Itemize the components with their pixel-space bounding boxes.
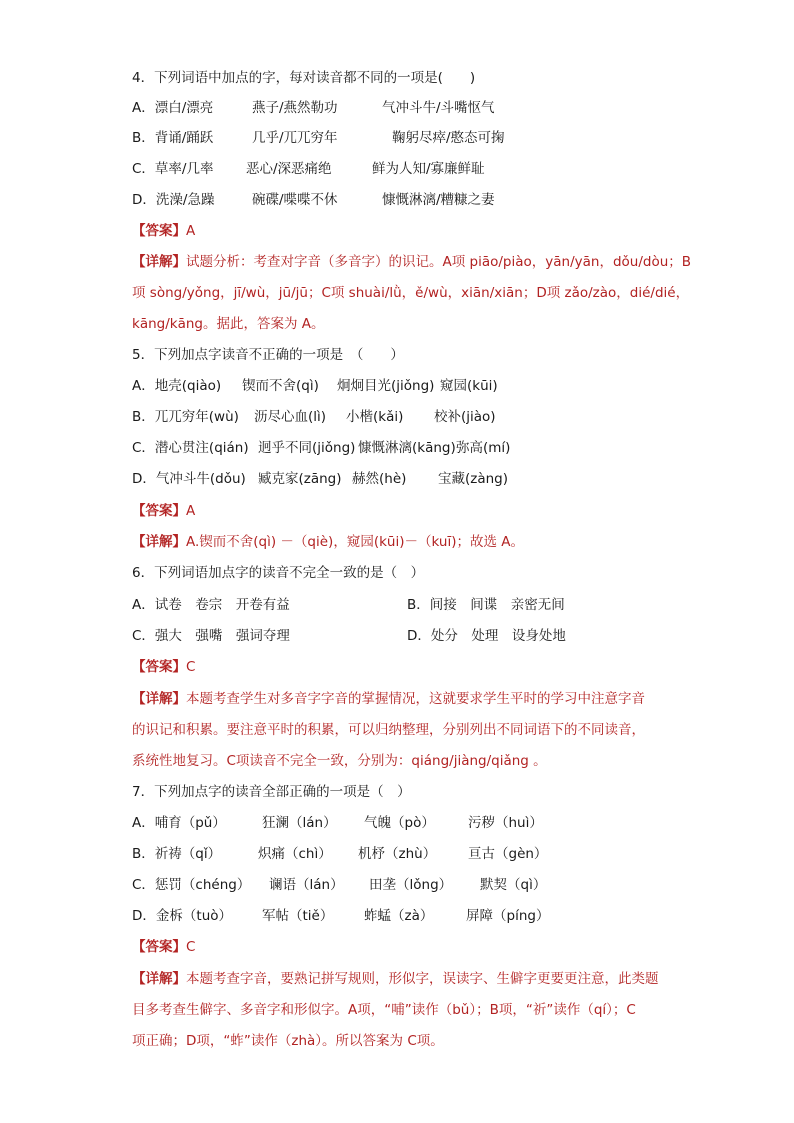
q4-stem: 4．下列词语中加点的字，每对读音都不同的一项是( ) bbox=[132, 70, 476, 86]
q5-a-1: A．地壳(qiào) bbox=[132, 378, 222, 394]
q7-detail-line-3: 项正确；D项，“蚱”读作（zhà）。所以答案为 C项。 bbox=[132, 1033, 444, 1049]
q4-c-2: 恶心/深恶痛绝 bbox=[246, 161, 332, 177]
q4-d-1: D．洗澡/急躁 bbox=[132, 192, 215, 208]
q4-d-3: 慷慨淋漓/糟糠之妻 bbox=[382, 192, 495, 208]
q5-c-3: 慷慨淋漓(kāng) bbox=[358, 440, 456, 456]
q6-detail-line-3: 系统性地复习。C项读音不完全一致，分别为：qiáng/jiàng/qiǎng 。 bbox=[132, 753, 547, 769]
q4-b-3: 鞠躬尽瘁/憨态可掬 bbox=[392, 130, 505, 146]
q6-answer-value: C bbox=[186, 659, 196, 675]
q7-answer-value: C bbox=[186, 939, 196, 955]
q7-c-3: 田垄（lǒng） bbox=[369, 877, 453, 893]
q5-d-1: D．气冲斗牛(dǒu) bbox=[132, 471, 246, 487]
q7-b-2: 炽痛（chì） bbox=[258, 846, 332, 862]
q7-stem: 7．下列加点字的读音全部正确的一项是（ ） bbox=[132, 784, 411, 800]
q7-b-3: 机杼（zhù） bbox=[358, 846, 437, 862]
q7-d-2: 军帖（tiě） bbox=[262, 908, 334, 924]
q6-detail-text-1: 本题考查学生对多音字字音的掌握情况，这就要求学生平时的学习中注意字音 bbox=[186, 691, 645, 707]
q4-answer bbox=[132, 221, 195, 241]
q5-stem: 5．下列加点字读音不正确的一项是 （ ） bbox=[132, 347, 404, 363]
q4-detail-tag: 【详解】 bbox=[132, 254, 186, 270]
q5-d-3: 赫然(hè) bbox=[352, 471, 407, 487]
q4-a-3: 气冲斗牛/斗嘴怄气 bbox=[382, 100, 495, 116]
q5-b-4: 校补(jiào) bbox=[434, 409, 496, 425]
q6-b: B．间接 间谍 亲密无间 bbox=[407, 597, 565, 613]
q5-detail-line-1 bbox=[132, 532, 524, 552]
q4-b-2: 几乎/兀兀穷年 bbox=[252, 130, 338, 146]
q6-stem: 6．下列词语加点字的读音不完全一致的是（ ） bbox=[132, 565, 425, 581]
q5-c-2: 迥乎不同(jiǒng) bbox=[258, 440, 356, 456]
q7-detail-line-2: 目多考查生僻字、多音字和形似字。A项，“哺”读作（bǔ）；B项，“祈”读作（qí）；C bbox=[132, 1002, 636, 1018]
q7-c-4: 默契（qì） bbox=[480, 877, 547, 893]
q6-a: A．试卷 卷宗 开卷有益 bbox=[132, 597, 290, 613]
q7-detail-text-1: 本题考查字音，要熟记拼写规则，形似字，误读字、生僻字更要更注意，此类题 bbox=[186, 971, 659, 987]
q5-a-3: 炯炯目光(jiǒng) bbox=[337, 378, 435, 394]
q7-answer-tag: 【答案】 bbox=[132, 939, 186, 955]
q7-d-1: D．金柝（tuò） bbox=[132, 908, 233, 924]
q6-answer-tag: 【答案】 bbox=[132, 659, 186, 675]
q6-detail-line-2: 的识记和积累。要注意平时的积累，可以归纳整理，分别列出不同词语下的不同读音， bbox=[132, 722, 645, 738]
q7-a-4: 污秽（huì） bbox=[468, 815, 543, 831]
q6-detail-line-1 bbox=[132, 689, 645, 709]
q7-a-1: A．哺育（pǔ） bbox=[132, 815, 226, 831]
q4-answer-value: A bbox=[186, 223, 196, 239]
q6-d: D．处分 处理 设身处地 bbox=[407, 628, 566, 644]
q4-detail-line-2: 项 sòng/yǒng，jī/wù，jū/jū；C项 shuài/lǜ，ě/wù，xiān/xiān；D项 zǎo/zào，dié/dié， bbox=[132, 285, 690, 301]
q4-b-1: B．背诵/踊跃 bbox=[132, 130, 214, 146]
q5-b-2: 沥尽心血(lì) bbox=[254, 409, 327, 425]
q7-a-2: 狂澜（lán） bbox=[262, 815, 337, 831]
q7-detail-line-1 bbox=[132, 969, 659, 989]
q4-detail-line-1 bbox=[132, 252, 691, 272]
q5-detail-text-1: A.锲而不舍(qì) －（qiè)，窥园(kūi)－（kuī)；故选 A。 bbox=[186, 534, 524, 550]
q5-c-1: C．潜心贯注(qián) bbox=[132, 440, 249, 456]
q4-d-2: 碗碟/喋喋不休 bbox=[252, 192, 338, 208]
q5-answer bbox=[132, 501, 195, 521]
q7-c-2: 谰语（lán） bbox=[269, 877, 344, 893]
q6-c: C．强大 强嘴 强词夺理 bbox=[132, 628, 290, 644]
q7-a-3: 气魄（pò） bbox=[364, 815, 435, 831]
q5-a-4: 窥园(kūi) bbox=[440, 378, 498, 394]
q5-answer-value: A bbox=[186, 503, 196, 519]
q4-answer-tag: 【答案】 bbox=[132, 223, 186, 239]
q7-c-1: C．惩罚（chéng） bbox=[132, 877, 251, 893]
q4-detail-line-3: kāng/kāng。据此，答案为 A。 bbox=[132, 316, 325, 332]
q5-a-2: 锲而不舍(qì) bbox=[242, 378, 319, 394]
q7-answer bbox=[132, 937, 195, 957]
q5-b-1: B．兀兀穷年(wù) bbox=[132, 409, 239, 425]
q5-answer-tag: 【答案】 bbox=[132, 503, 186, 519]
q5-c-4: 弥高(mí) bbox=[456, 440, 511, 456]
q6-detail-tag: 【详解】 bbox=[132, 691, 186, 707]
q4-c-1: C．草率/几率 bbox=[132, 161, 214, 177]
q7-d-4: 屏障（píng） bbox=[466, 908, 550, 924]
q6-answer bbox=[132, 657, 195, 677]
q4-detail-text-1: 试题分析：考查对字音（多音字）的识记。A项 piāo/piào，yān/yān，dǒu/dòu；B bbox=[186, 254, 692, 270]
q4-a-2: 燕子/燕然勒功 bbox=[252, 100, 338, 116]
q4-c-3: 鲜为人知/寡廉鲜耻 bbox=[372, 161, 485, 177]
q5-d-2: 臧克家(zāng) bbox=[258, 471, 342, 487]
q5-b-3: 小楷(kǎi) bbox=[346, 409, 404, 425]
q4-a-1: A．漂白/漂亮 bbox=[132, 100, 214, 116]
q7-d-3: 蚱蜢（zà） bbox=[364, 908, 434, 924]
q7-b-4: 亘古（gèn） bbox=[468, 846, 548, 862]
q7-b-1: B．祈祷（qǐ） bbox=[132, 846, 222, 862]
q5-d-4: 宝藏(zàng) bbox=[438, 471, 509, 487]
q7-detail-tag: 【详解】 bbox=[132, 971, 186, 987]
q5-detail-tag: 【详解】 bbox=[132, 534, 186, 550]
